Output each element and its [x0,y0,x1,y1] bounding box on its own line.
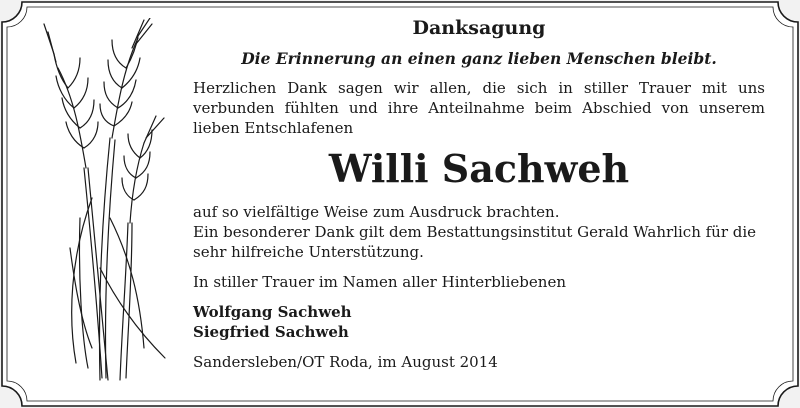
notice-title: Danksagung [412,17,546,39]
notice-subtitle: Die Erinnerung an einen ganz lieben Menschen bleibt. [241,49,717,68]
signer-name: Wolfgang Sachweh [193,303,352,321]
deceased-name: Willi Sachweh [328,146,630,191]
intro-paragraph: Herzlichen Dank sagen wir allen, die sich in stiller Trauer mit uns verbunden fühlten und ihre Anteilnahme beim Abschied von unserem lieben Entschlafenen [193,79,765,137]
body-line: auf so vielfältige Weise zum Ausdruck brachten. [193,203,560,221]
wheat-ears-icon [40,18,180,388]
signer-name: Siegfried Sachweh [193,323,349,341]
place-date: Sandersleben/OT Roda, im August 2014 [193,353,498,371]
body-line: sehr hilfreiche Unterstützung. [193,243,424,261]
notice-text [193,14,765,372]
mourning-line: In stiller Trauer im Namen aller Hinterbliebenen [193,273,566,291]
body-line: Ein besonderer Dank gilt dem Bestattungsinstitut Gerald Wahrlich für die [193,223,757,241]
